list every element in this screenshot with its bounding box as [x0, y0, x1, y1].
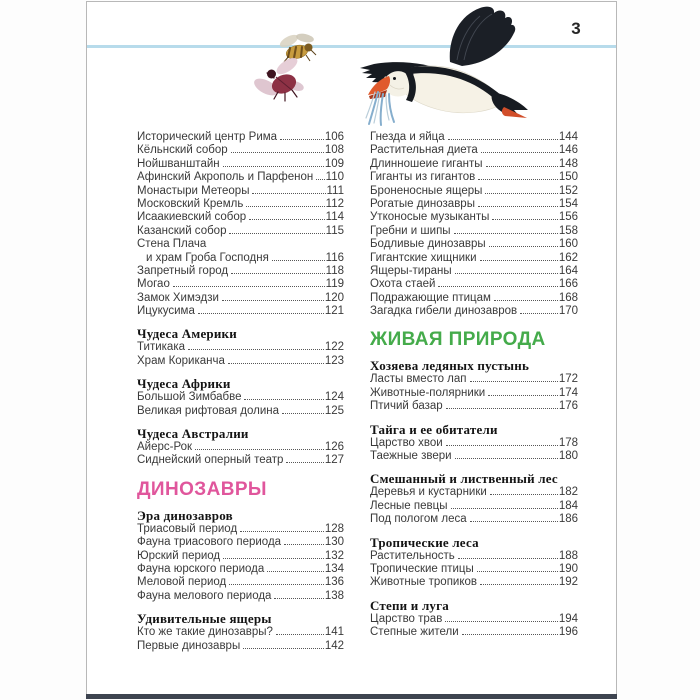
entry-title: Триасовый период [137, 522, 238, 535]
leader-dots [173, 286, 325, 287]
toc-entry [137, 576, 344, 589]
toc-entry [370, 144, 578, 157]
leader-dots [485, 193, 557, 194]
entry-page-number: 127 [324, 454, 344, 467]
entry-title: Гиганты из гигантов [370, 171, 476, 184]
leader-dots [249, 219, 325, 220]
toc-entry [370, 305, 578, 318]
toc-entry [137, 391, 344, 404]
leader-dots [438, 286, 557, 287]
subsection-title: Степи и луга [370, 597, 449, 613]
toc-entry [370, 131, 578, 144]
toc-entry [137, 238, 344, 251]
entry-page-number: 146 [558, 144, 578, 157]
subsection-title: Эра динозавров [137, 507, 233, 523]
beetle-illustration [254, 56, 308, 111]
toc-entry [137, 225, 344, 238]
subsection-title: Чудеса Америки [137, 326, 237, 342]
toc-entry [137, 454, 344, 467]
toc-entry [370, 171, 578, 184]
bottom-edge-bar [86, 694, 617, 699]
toc-entry [370, 185, 578, 198]
entry-page-number: 141 [324, 626, 344, 639]
leader-dots [252, 193, 325, 194]
leader-dots [477, 571, 558, 572]
toc-entry [370, 500, 578, 513]
entry-page-number: 170 [558, 305, 578, 318]
entry-page-number: 180 [558, 450, 578, 463]
toc-entry [137, 278, 344, 291]
leader-dots [458, 558, 558, 559]
toc-entry [370, 550, 578, 563]
subsection-title: Чудеса Австралии [137, 426, 249, 442]
entry-title: Фауна мелового периода [137, 589, 272, 602]
entry-title: Стена Плача [137, 238, 207, 251]
entry-title: Кто же такие динозавры? [137, 626, 273, 639]
entry-title: Гигантские хищники [370, 251, 477, 264]
entry-title: Ицукусима [137, 305, 195, 318]
toc-entry [370, 400, 578, 413]
toc-entry [370, 252, 578, 265]
leader-dots [454, 233, 558, 234]
toc-entry [370, 265, 578, 278]
leader-dots [490, 494, 558, 495]
entry-title: Сиднейский оперный театр [137, 454, 284, 467]
toc-entry [137, 211, 344, 224]
entry-title: Кёльнский собор [137, 144, 228, 157]
leader-dots [286, 462, 323, 463]
toc-entry [137, 550, 344, 563]
puffin-illustration [356, 4, 538, 137]
toc-entry [370, 225, 578, 238]
entry-page-number: 144 [558, 131, 578, 143]
toc-entry [370, 158, 578, 171]
entry-page-number: 134 [324, 562, 344, 575]
entry-page-number: 118 [325, 264, 344, 277]
leader-dots [480, 260, 558, 261]
entry-title: Гнезда и яйца [370, 131, 445, 143]
toc-entry [137, 185, 344, 198]
leader-dots [267, 571, 324, 572]
leader-dots [470, 381, 558, 382]
entry-page-number: 172 [558, 373, 578, 386]
entry-title: Ящеры-тираны [370, 264, 452, 277]
entry-title: Охота стаей [370, 278, 436, 291]
toc-entry [137, 341, 344, 354]
leader-dots [228, 363, 324, 364]
leader-dots [284, 544, 324, 545]
entry-page-number: 188 [558, 549, 578, 562]
toc-entry [137, 536, 344, 549]
entry-page-number: 186 [558, 513, 578, 526]
entry-title: Деревья и кустарники [370, 486, 487, 499]
toc-entry [137, 305, 344, 318]
entry-page-number: 148 [558, 157, 578, 170]
entry-title: Гребни и шипы [370, 224, 451, 237]
entry-title: Нойшванштайн [137, 157, 220, 170]
entry-title: Бодливые динозавры [370, 238, 486, 251]
leader-dots [229, 584, 324, 585]
entry-page-number: 194 [558, 612, 578, 625]
entry-title: Царство хвои [370, 436, 443, 449]
leader-dots [455, 458, 558, 459]
toc-entry [137, 252, 344, 265]
entry-page-number: 162 [558, 251, 578, 264]
entry-title: Загадка гибели динозавров [370, 305, 518, 318]
toc-entry [137, 590, 344, 603]
entry-page-number: 123 [324, 354, 344, 367]
entry-title: Животные тропиков [370, 576, 478, 589]
subsection-title: Хозяева ледяных пустынь [370, 358, 530, 374]
page-number: 3 [571, 19, 581, 38]
subsection-title: Смешанный и лиственный лес [370, 471, 558, 487]
toc-entry [370, 576, 578, 589]
entry-page-number: 158 [558, 224, 578, 237]
entry-page-number: 121 [324, 305, 344, 318]
toc-entry [137, 198, 344, 211]
entry-title: Меловой период [137, 576, 227, 589]
entry-page-number: 124 [324, 391, 344, 404]
leader-dots [488, 395, 558, 396]
toc-entry [370, 198, 578, 211]
toc-entry [137, 144, 344, 157]
toc-column-left [137, 131, 344, 653]
leader-dots [446, 408, 558, 409]
toc-entry [370, 278, 578, 291]
leader-dots [274, 598, 323, 599]
toc-entry [137, 158, 344, 171]
entry-page-number: 106 [324, 131, 344, 143]
subsection-title: Удивительные ящеры [137, 611, 272, 627]
entry-title: Лесные певцы [370, 499, 448, 512]
entry-title: Монастыри Метеоры [137, 184, 250, 197]
entry-title: Могао [137, 278, 170, 291]
leader-dots [223, 558, 324, 559]
leader-dots [470, 521, 558, 522]
entry-page-number: 125 [324, 404, 344, 417]
leader-dots [520, 313, 558, 314]
entry-page-number: 111 [326, 184, 344, 197]
leader-dots [244, 399, 323, 400]
entry-title: Казанский собор [137, 224, 227, 237]
entry-title: Рогатые динозавры [370, 197, 475, 210]
entry-page-number: 132 [324, 549, 344, 562]
entry-page-number: 176 [558, 400, 578, 413]
entry-page-number: 178 [558, 436, 578, 449]
entry-page-number: 166 [558, 278, 578, 291]
entry-page-number: 142 [324, 639, 344, 652]
toc-entry [137, 292, 344, 305]
toc-entry [370, 563, 578, 576]
entry-page-number: 110 [325, 171, 344, 184]
leader-dots [481, 152, 558, 153]
entry-page-number: 160 [558, 238, 578, 251]
subsection-title: Тайга и ее обитатели [370, 421, 498, 437]
leader-dots [492, 219, 557, 220]
leader-dots [276, 634, 324, 635]
entry-title: Растительная диета [370, 144, 478, 157]
leader-dots [462, 634, 558, 635]
entry-page-number: 184 [558, 499, 578, 512]
leader-dots [195, 449, 324, 450]
entry-title: Храм Кориканча [137, 354, 225, 367]
entry-page-number: 119 [325, 278, 344, 291]
leader-dots [231, 273, 325, 274]
toc-entry [370, 211, 578, 224]
entry-page-number: 182 [558, 486, 578, 499]
entry-title: Утконосые музыканты [370, 211, 490, 224]
entry-page-number: 116 [325, 251, 344, 264]
entry-page-number: 190 [558, 562, 578, 575]
leader-dots [480, 584, 558, 585]
leader-dots [478, 206, 558, 207]
entry-title: Таежные звери [370, 450, 452, 463]
entry-title: Птичий базар [370, 400, 443, 413]
toc-entry [370, 437, 578, 450]
leader-dots [451, 508, 558, 509]
entry-page-number: 130 [324, 536, 344, 549]
leader-dots [246, 206, 324, 207]
entry-title: Исаакиевский собор [137, 211, 247, 224]
leader-dots [489, 246, 558, 247]
entry-title: Царство трав [370, 612, 443, 625]
entry-title: Животные-полярники [370, 386, 486, 399]
subsection-title: Тропические леса [370, 534, 479, 550]
entry-page-number: 114 [325, 211, 344, 224]
entry-page-number: 168 [558, 291, 578, 304]
entry-page-number: 128 [324, 522, 344, 535]
entry-page-number: 174 [558, 386, 578, 399]
leader-dots [282, 413, 324, 414]
toc-entry [370, 450, 578, 463]
entry-page-number: 156 [558, 211, 578, 224]
leader-dots [478, 179, 558, 180]
entry-page-number: 122 [324, 341, 344, 354]
entry-page-number: 126 [324, 441, 344, 454]
toc-entry [370, 513, 578, 526]
leader-dots [223, 166, 324, 167]
leader-dots [272, 260, 325, 261]
subsection-title: Чудеса Африки [137, 376, 231, 392]
leader-dots [448, 139, 558, 140]
toc-entry [137, 131, 344, 144]
toc-entry [370, 387, 578, 400]
entry-page-number: 115 [325, 224, 344, 237]
entry-title: Под пологом леса [370, 513, 467, 526]
toc-entry [370, 626, 578, 639]
entry-page-number: 164 [558, 264, 578, 277]
leader-dots [316, 179, 324, 180]
toc-entry [137, 640, 344, 653]
leader-dots [243, 648, 324, 649]
entry-title: Тропические птицы [370, 562, 474, 575]
entry-page-number: 152 [558, 184, 578, 197]
entry-title: Замок Химэдзи [137, 291, 219, 304]
entry-title: и храм Гроба Господня [146, 251, 269, 264]
leader-dots [229, 233, 324, 234]
toc-entry [137, 265, 344, 278]
toc-entry [137, 171, 344, 184]
section-title: ДИНОЗАВРЫ [137, 478, 267, 500]
toc-entry [370, 613, 578, 626]
entry-title: Титикака [137, 341, 185, 354]
leader-dots [486, 166, 558, 167]
toc-entry [137, 441, 344, 454]
entry-title: Запретный город [137, 264, 229, 277]
entry-title: Афинский Акрополь и Парфенон [137, 171, 314, 184]
toc-entry [137, 563, 344, 576]
entry-page-number: 192 [558, 576, 578, 589]
entry-title: Юрский период [137, 549, 221, 562]
entry-title: Длинношеие гиганты [370, 157, 483, 170]
leader-dots [494, 300, 558, 301]
entry-title: Айерс-Рок [137, 441, 193, 454]
entry-page-number: 108 [324, 144, 344, 157]
entry-page-number: 120 [324, 291, 344, 304]
entry-title: Растительность [370, 549, 455, 562]
toc-entry [370, 486, 578, 499]
toc-entry [370, 373, 578, 386]
section-title: ЖИВАЯ ПРИРОДА [370, 329, 546, 351]
toc-entry [370, 238, 578, 251]
leader-dots [445, 621, 558, 622]
entry-page-number: 154 [558, 197, 578, 210]
entry-page-number: 196 [558, 626, 578, 639]
leader-dots [280, 139, 324, 140]
entry-title: Броненосные ящеры [370, 184, 483, 197]
leader-dots [231, 152, 324, 153]
leader-dots [446, 445, 558, 446]
entry-title: Фауна триасового периода [137, 536, 282, 549]
entry-title: Исторический центр Рима [137, 131, 278, 143]
leader-dots [198, 313, 324, 314]
leader-dots [455, 273, 558, 274]
toc-entry [137, 355, 344, 368]
entry-page-number: 112 [325, 197, 344, 210]
toc-entry [137, 405, 344, 418]
entry-title: Степные жители [370, 626, 459, 639]
toc-entry [370, 292, 578, 305]
toc-entry [137, 523, 344, 536]
entry-title: Ласты вместо лап [370, 373, 467, 386]
entry-page-number: 138 [324, 589, 344, 602]
entry-page-number: 136 [324, 576, 344, 589]
leader-dots [188, 349, 324, 350]
toc-entry [137, 626, 344, 639]
entry-page-number: 150 [558, 171, 578, 184]
entry-title: Фауна юрского периода [137, 562, 265, 575]
entry-title: Московский Кремль [137, 197, 244, 210]
toc-column-right [370, 131, 578, 640]
entry-title: Первые динозавры [137, 639, 241, 652]
entry-title: Великая рифтовая долина [137, 404, 280, 417]
leader-dots [222, 300, 324, 301]
entry-page-number: 109 [324, 157, 344, 170]
leader-dots [240, 531, 324, 532]
entry-title: Большой Зимбабве [137, 391, 242, 404]
entry-title: Подражающие птицам [370, 291, 491, 304]
